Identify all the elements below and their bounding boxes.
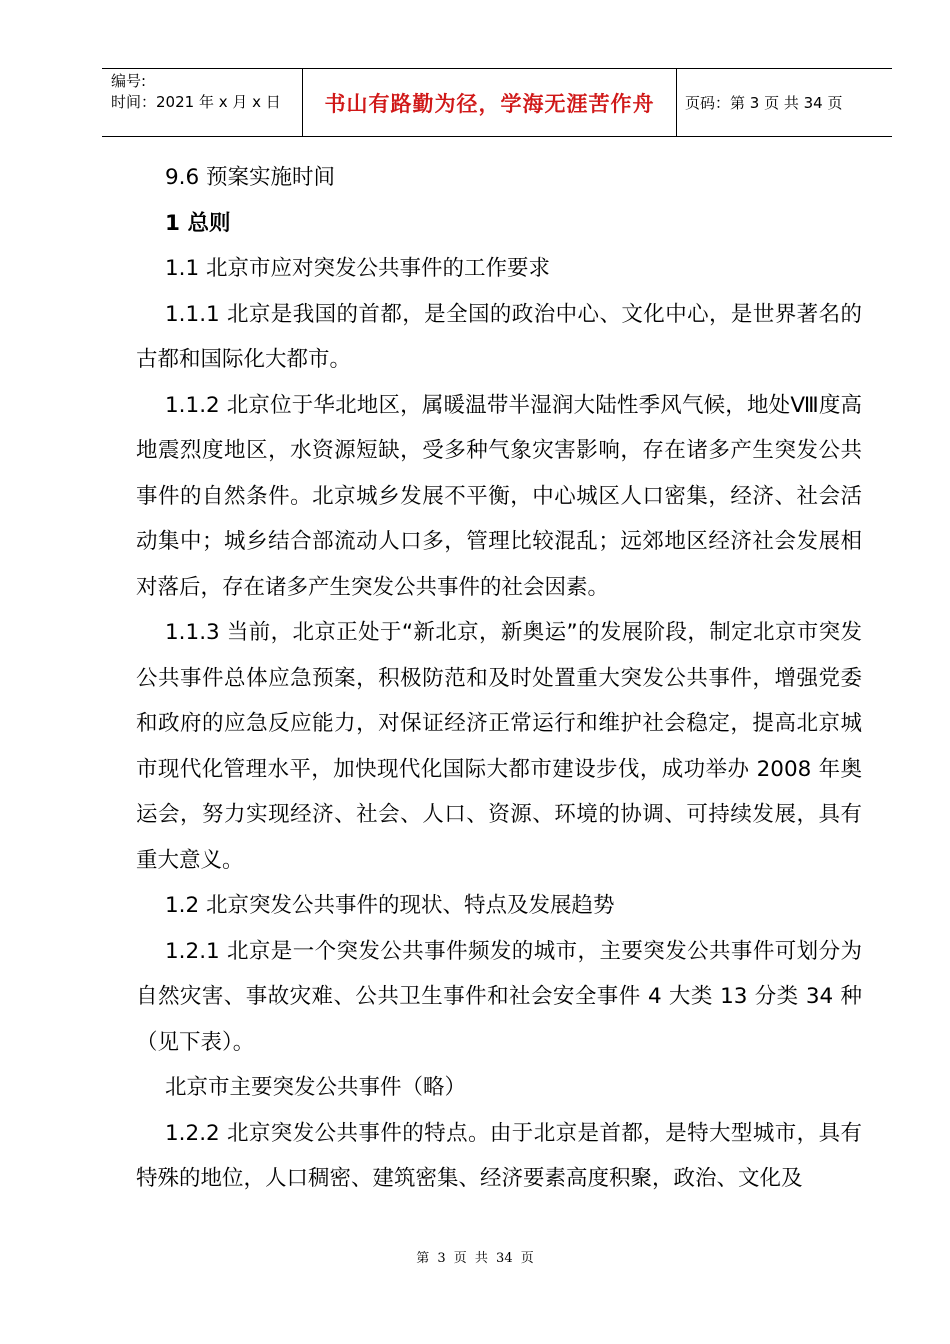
page-footer: 第 3 页 共 34 页 [416, 1251, 534, 1266]
header-page-code: 页码：第 3 页 共 34 页 [685, 94, 843, 112]
header-number-label: 编号: [111, 72, 147, 90]
header-meta [102, 69, 303, 136]
table-caption: 北京市主要突发公共事件（略） [165, 1075, 467, 1100]
paragraph-1-2-2: 1.2.2 北京突发公共事件的特点。由于北京是首都，是特大型城市，具有特殊的地位，人口稠密、建筑密集、经济要素高度积聚，政治、文化及 [136, 1120, 862, 1191]
section-heading-1-2: 1.2 北京突发公共事件的现状、特点及发展趋势 [165, 893, 615, 918]
chapter-heading-general: 1 总则 [165, 210, 231, 236]
section-heading-9-6: 9.6 预案实施时间 [165, 165, 336, 190]
section-heading-1-1: 1.1 北京市应对突发公共事件的工作要求 [165, 256, 551, 281]
document-body [136, 155, 862, 1202]
page-header [102, 68, 892, 137]
paragraph-1-1-1: 1.1.1 北京是我国的首都，是全国的政治中心、文化中心，是世界著名的古都和国际化大都市。 [136, 301, 862, 372]
header-motto: 书山有路勤为径，学海无涯苦作舟 [303, 69, 677, 136]
paragraph-1-1-2: 1.1.2 北京位于华北地区，属暖温带半湿润大陆性季风气候，地处Ⅷ度高地震烈度地区，水资源短缺，受多种气象灾害影响，存在诸多产生突发公共事件的自然条件。北京城乡发展不平衡，中心城区人口密集，经济、社会活动集中；城乡结合部流动人口多，管理比较混乱；远郊地区经济社会发展相对落后，存在诸多产生突发公共事件的社会因素。 [136, 392, 862, 600]
paragraph-1-2-1: 1.2.1 北京是一个突发公共事件频发的城市，主要突发公共事件可划分为自然灾害、事故灾难、公共卫生事件和社会安全事件 4 大类 13 分类 34 种（见下表）。 [136, 938, 862, 1055]
header-time-label: 时间：2021 年 x 月 x 日 [111, 93, 281, 111]
paragraph-1-1-3: 1.1.3 当前，北京正处于“新北京，新奥运”的发展阶段，制定北京市突发公共事件总体应急预案，积极防范和及时处置重大突发公共事件，增强党委和政府的应急反应能力，对保证经济正常运行和维护社会稳定，提高北京城市现代化管理水平，加快现代化国际大都市建设步伐，成功举办 2008 年奥运会，努力实现经济、社会、人口、资源、环境的协调、可持续发展，具有重大意义。 [136, 620, 862, 873]
